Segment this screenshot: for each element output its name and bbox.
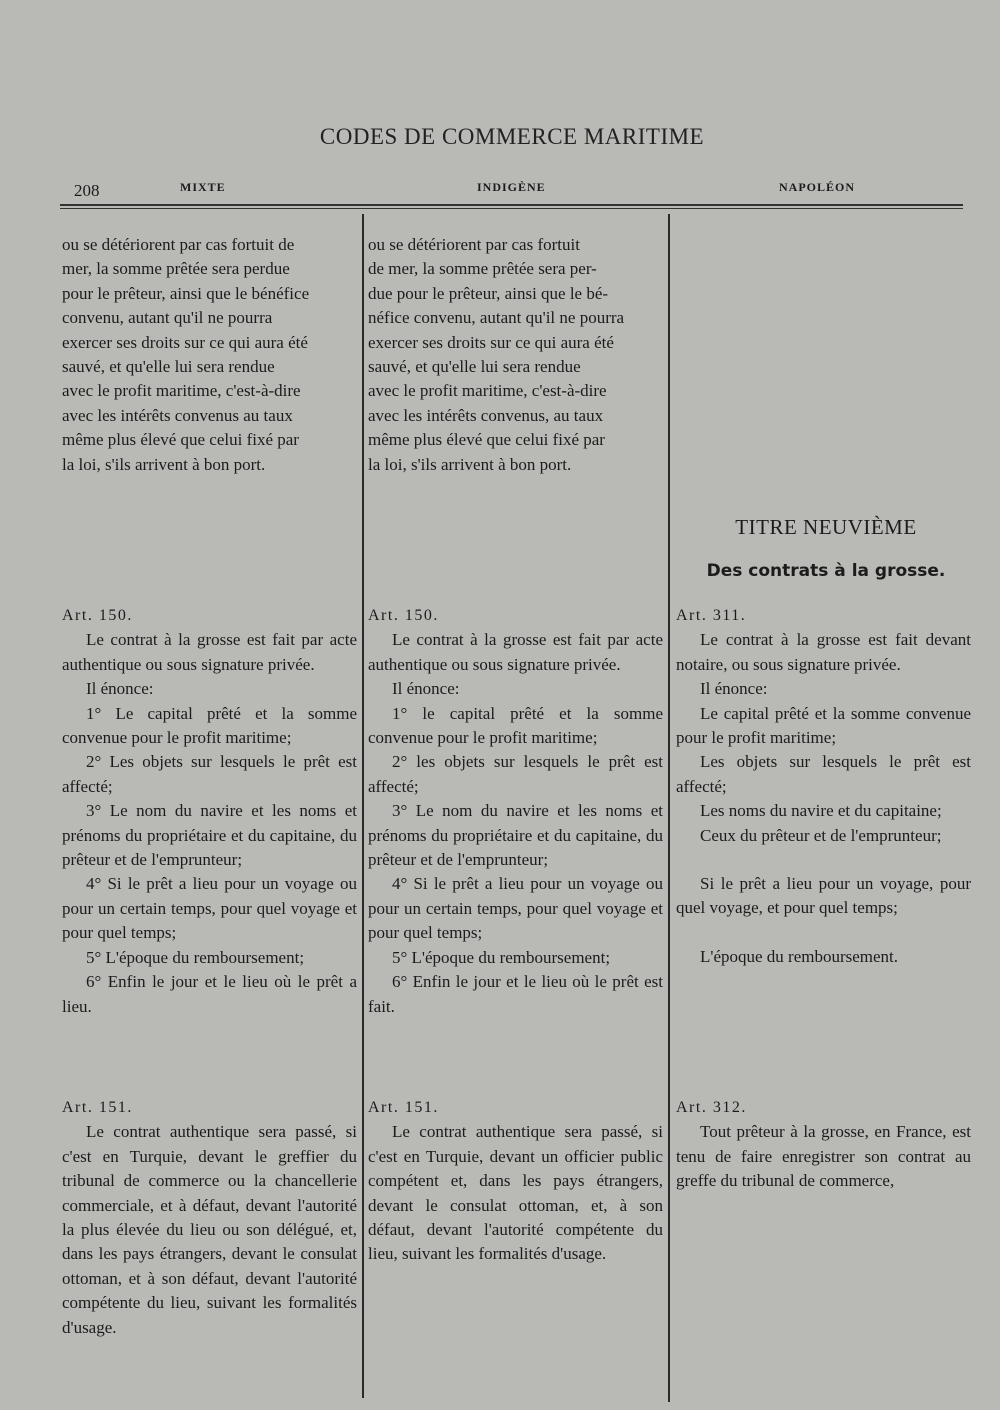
text-line: convenu, autant qu'il ne pourra xyxy=(62,308,273,328)
paragraph: 1° Le capital prêté et la somme convenue pour le profit maritime; xyxy=(62,703,357,748)
paragraph: 3° Le nom du navire et les noms et prénoms du propriétaire et du capitaine, du prêteur et de l'emprunteur; xyxy=(368,801,663,870)
paragraph: 2° Les objets sur lesquels le prêt est affecté; xyxy=(62,752,357,796)
text-line: la loi, s'ils arrivent à bon port. xyxy=(62,454,266,474)
paragraph: Ceux du prêteur et de l'emprunteur; xyxy=(700,825,942,845)
text-line: avec les intérêts convenus au taux xyxy=(62,405,293,425)
titre-heading: TITRE NEUVIÈME xyxy=(735,515,917,539)
article-150-mixte xyxy=(62,604,357,1019)
column-mixte-continuation xyxy=(62,233,357,477)
paragraph: Le contrat à la grosse est fait devant notaire, ou sous signature privée. xyxy=(676,630,971,674)
article-heading: Art. 311. xyxy=(676,607,747,624)
paragraph: Le contrat à la grosse est fait par acte authentique ou sous signature privée. xyxy=(62,630,357,674)
text-line: sauvé, et qu'elle lui sera rendue xyxy=(368,357,581,377)
titre-subheading: Des contrats à la grosse. xyxy=(706,561,946,581)
column-heading-mixte: MIXTE xyxy=(180,180,226,194)
text-line: avec les intérêts convenus, au taux xyxy=(368,405,604,425)
page-number: 208 xyxy=(74,181,100,200)
paragraph: Le capital prêté et la somme convenue pour le profit maritime; xyxy=(676,703,971,748)
paragraph: Les noms du navire et du capitaine; xyxy=(700,801,942,821)
paragraph: Si le prêt a lieu pour un voyage, pour quel voyage, et pour quel temps; xyxy=(676,874,971,918)
header-rule xyxy=(60,204,963,206)
text-line: exercer ses droits sur ce qui aura été xyxy=(368,332,614,352)
text-line: ou se détériorent par cas fortuit de xyxy=(62,235,295,254)
text-line: même plus élevé que celui fixé par xyxy=(368,430,605,450)
article-151-indigene xyxy=(368,1096,663,1267)
text-line: même plus élevé que celui fixé par xyxy=(62,430,299,450)
paragraph: 2° les objets sur lesquels le prêt est affecté; xyxy=(368,752,663,796)
article-312-napoleon xyxy=(676,1096,971,1194)
column-heading-napoleon: NAPOLÉON xyxy=(779,180,856,194)
article-heading: Art. 151. xyxy=(368,1099,439,1116)
column-indigene-continuation xyxy=(368,233,663,477)
text-line: mer, la somme prêtée sera perdue xyxy=(62,259,290,279)
paragraph: 6° Enfin le jour et le lieu où le prêt a lieu. xyxy=(62,972,357,1016)
article-151-mixte xyxy=(62,1096,357,1340)
paragraph: Le contrat authentique sera passé, si c'est en Turquie, devant le greffier du tribunal de commerce ou la chancellerie commerciale, et à défaut, devant l'autorité la plus élevée du lieu ou son délégué, et, dans les pays étrangers, devant le consulat ottoman, et à son défaut, devant l'autorité compétente du lieu, suivant les formalités d'usage. xyxy=(62,1122,357,1337)
paragraph: 1° le capital prêté et la somme convenue pour le profit maritime; xyxy=(368,703,663,748)
paragraph: Tout prêteur à la grosse, en France, est tenu de faire enregistrer son contrat au greffe du tribunal de commerce, xyxy=(676,1122,971,1191)
text-line: due pour le prêteur, ainsi que le bé- xyxy=(368,283,609,303)
text-line: avec le profit maritime, c'est-à-dire xyxy=(368,381,607,401)
article-311-napoleon xyxy=(676,604,971,969)
article-heading: Art. 150. xyxy=(368,607,439,624)
text-line: exercer ses droits sur ce qui aura été xyxy=(62,332,308,352)
column-divider xyxy=(668,214,670,1402)
article-heading: Art. 312. xyxy=(676,1099,747,1116)
paragraph: Les objets sur lesquels le prêt est affecté; xyxy=(676,752,971,796)
text-line: avec le profit maritime, c'est-à-dire xyxy=(62,381,301,401)
text-line: pour le prêteur, ainsi que le bénéfice xyxy=(62,283,310,303)
paragraph: L'époque du remboursement. xyxy=(700,946,899,966)
paragraph: 3° Le nom du navire et les noms et prénoms du propriétaire et du capitaine, du prêteur et de l'emprunteur; xyxy=(62,801,357,870)
paragraph: 4° Si le prêt a lieu pour un voyage ou pour un certain temps, pour quel voyage et pour quel temps; xyxy=(368,874,663,943)
article-heading: Art. 151. xyxy=(62,1099,133,1116)
paragraph: Le contrat à la grosse est fait par acte authentique ou sous signature privée. xyxy=(368,630,663,674)
paragraph: Il énonce: xyxy=(86,679,154,699)
paragraph: Le contrat authentique sera passé, si c'est en Turquie, devant un officier public compétent et, dans les pays étrangers, devant le consulat ottoman, et, à son défaut, devant l'autorité compétente du lieu, suivant les formalités d'usage. xyxy=(368,1122,663,1264)
text-line: sauvé, et qu'elle lui sera rendue xyxy=(62,357,275,377)
text-line: la loi, s'ils arrivent à bon port. xyxy=(368,454,572,474)
article-heading: Art. 150. xyxy=(62,607,133,624)
paragraph: 6° Enfin le jour et le lieu où le prêt est fait. xyxy=(368,972,663,1016)
text-line: de mer, la somme prêtée sera per- xyxy=(368,259,597,279)
paragraph: Il énonce: xyxy=(700,679,768,699)
text-line: néfice convenu, autant qu'il ne pourra xyxy=(368,308,625,328)
paragraph: 4° Si le prêt a lieu pour un voyage ou pour un certain temps, pour quel voyage et pour quel temps; xyxy=(62,874,357,943)
column-heading-indigene: INDIGÈNE xyxy=(477,180,546,194)
text-line: ou se détériorent par cas fortuit xyxy=(368,235,580,254)
paragraph: 5° L'époque du remboursement; xyxy=(392,947,611,967)
column-divider xyxy=(362,214,364,1398)
paragraph: Il énonce: xyxy=(392,679,460,699)
paragraph: 5° L'époque du remboursement; xyxy=(86,947,305,967)
page-title: CODES DE COMMERCE MARITIME xyxy=(319,124,705,149)
header-rule-thin xyxy=(60,208,963,209)
article-150-indigene xyxy=(368,604,663,1019)
